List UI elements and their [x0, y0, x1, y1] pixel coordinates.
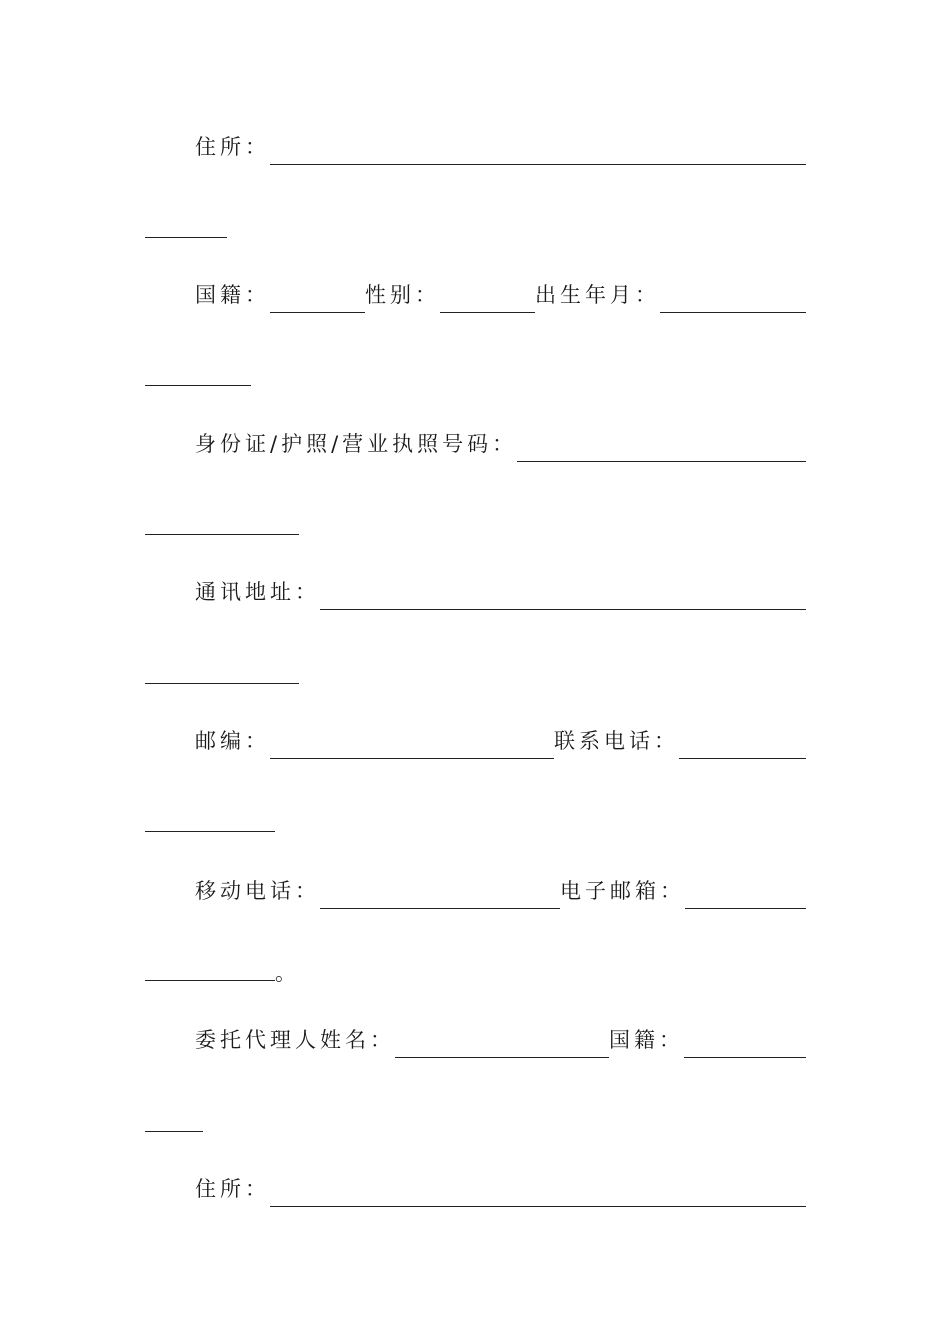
id-number-row: [195, 432, 806, 462]
mailing-address-label: 通讯地址：: [195, 580, 320, 604]
contact-phone-field[interactable]: [679, 728, 806, 759]
postcode-phone-row: [195, 729, 806, 759]
birth-date-label: 出生年月：: [535, 283, 660, 307]
mailing-address-row: [195, 580, 806, 610]
id-number-field-continuation[interactable]: [145, 533, 299, 535]
contact-phone-field-continuation[interactable]: [145, 830, 275, 832]
birth-date-field-continuation[interactable]: [145, 384, 251, 386]
agent-residence-row: [195, 1177, 806, 1207]
residence-label: 住所：: [195, 135, 270, 159]
email-label: 电子邮箱：: [560, 879, 685, 903]
agent-name-label: 委托代理人姓名：: [195, 1028, 395, 1052]
mobile-phone-label: 移动电话：: [195, 879, 320, 903]
mobile-phone-field[interactable]: [320, 878, 560, 909]
agent-residence-field[interactable]: [270, 1176, 806, 1207]
agent-residence-label: 住所：: [195, 1177, 270, 1201]
agent-nationality-field[interactable]: [684, 1027, 806, 1058]
mailing-address-field[interactable]: [320, 579, 806, 610]
mobile-email-row: [195, 879, 806, 909]
gender-field[interactable]: [440, 282, 535, 313]
agent-nationality-field-continuation[interactable]: [145, 1130, 203, 1132]
postcode-field[interactable]: [270, 728, 554, 759]
agent-nationality-label: 国籍：: [609, 1028, 684, 1052]
email-field[interactable]: [685, 878, 806, 909]
id-number-label: 身份证/护照/营业执照号码：: [195, 432, 518, 456]
id-number-field[interactable]: [517, 431, 806, 462]
birth-date-field[interactable]: [660, 282, 806, 313]
email-field-continuation[interactable]: [145, 979, 275, 981]
nationality-gender-birth-row: [195, 283, 806, 313]
contact-phone-label: 联系电话：: [554, 729, 679, 753]
email-end-punctuation: 。: [275, 961, 296, 985]
gender-label: 性别：: [365, 283, 440, 307]
residence-field[interactable]: [270, 134, 806, 165]
postcode-label: 邮编：: [195, 729, 270, 753]
nationality-field[interactable]: [270, 282, 365, 313]
agent-name-field[interactable]: [395, 1027, 609, 1058]
nationality-label: 国籍：: [195, 283, 270, 307]
residence-row: [195, 135, 806, 165]
mailing-address-field-continuation[interactable]: [145, 682, 299, 684]
residence-field-continuation[interactable]: [145, 236, 227, 238]
agent-name-nationality-row: [195, 1028, 806, 1058]
